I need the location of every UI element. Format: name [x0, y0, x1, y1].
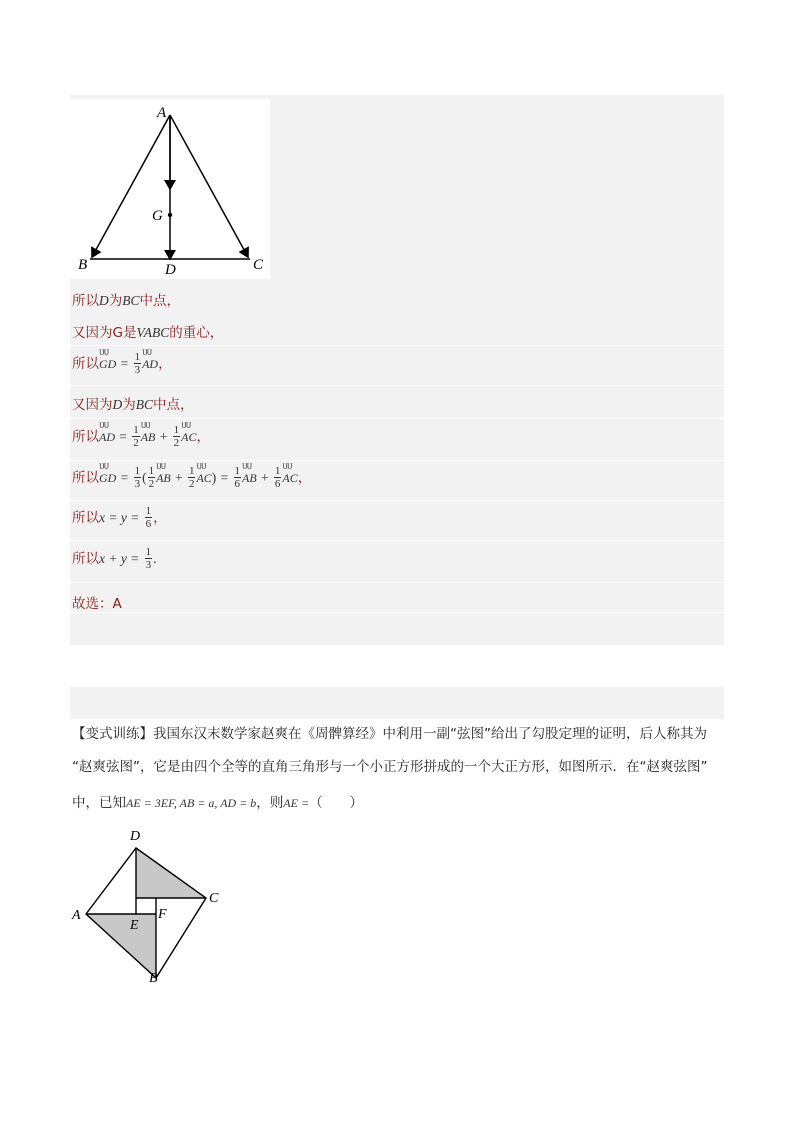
row-divider	[70, 418, 724, 419]
triangle-figure	[70, 99, 270, 279]
row-divider	[70, 540, 724, 541]
solution-line-6: 所以ՍՍ GD = $\frac{1}{3}$ ( $\frac{1}{2}$ ՍՍ AB + $\frac{1}{2}$ ՍՍ AC) = $\frac{1}{6}$ ՍՍ AB + $\frac{1}{6}$ ՍՍ AC，	[72, 466, 311, 490]
solution-line-7: 所以x = y = $\frac{1}{6}$ ，	[72, 505, 167, 530]
label-G: G	[152, 208, 163, 224]
problem-line-3: 中，已知AE = 3EF, AB = a, AD = b，则AE =（ ）	[72, 795, 364, 811]
solution-line-5: 所以ՍՍ AD = $\frac{1}{2}$ ՍՍ AB + $\frac{1}{2}$ ՍՍ AC，	[72, 425, 210, 449]
row-divider	[70, 582, 724, 583]
label-B2: B	[149, 971, 158, 986]
row-divider	[70, 385, 724, 386]
label-B: B	[78, 257, 88, 273]
row-divider	[70, 500, 724, 501]
answer-line: 故选：A	[72, 596, 122, 612]
label-D2: D	[130, 829, 141, 844]
label-A2: A	[72, 908, 81, 923]
section-bar	[70, 687, 724, 719]
row-divider	[70, 460, 724, 461]
problem-line-1: 【变式训练】我国东汉末数学家赵爽在《周髀算经》中利用一副“弦图”给出了勾股定理的证明，后人称其为	[72, 726, 707, 742]
label-C2: C	[209, 891, 219, 906]
label-C: C	[253, 257, 264, 273]
label-E2: E	[130, 918, 139, 933]
row-divider	[70, 345, 724, 346]
label-F2: F	[158, 907, 167, 922]
problem-line-2: “赵爽弦图”，它是由四个全等的直角三角形与一个小正方形拼成的一个大正方形，如图所示．在“赵爽弦图”	[72, 759, 708, 775]
solution-line-3: 所以ՍՍ GD = $\frac{1}{3}$ ՍՍ AD，	[72, 352, 172, 376]
xiantu-figure	[66, 826, 226, 986]
label-D: D	[165, 262, 176, 278]
problem-tag: 【变式训练】	[72, 726, 153, 742]
solution-line-4: 又因为D为BC中点，	[72, 397, 194, 413]
solution-line-2: 又因为G是VABC的重心，	[72, 325, 224, 341]
solution-line-8: 所以x + y = $\frac{1}{3}$ .	[72, 546, 157, 571]
label-A: A	[157, 105, 167, 121]
row-divider	[70, 612, 724, 613]
solution-line-1: 所以D为BC中点，	[72, 293, 181, 309]
